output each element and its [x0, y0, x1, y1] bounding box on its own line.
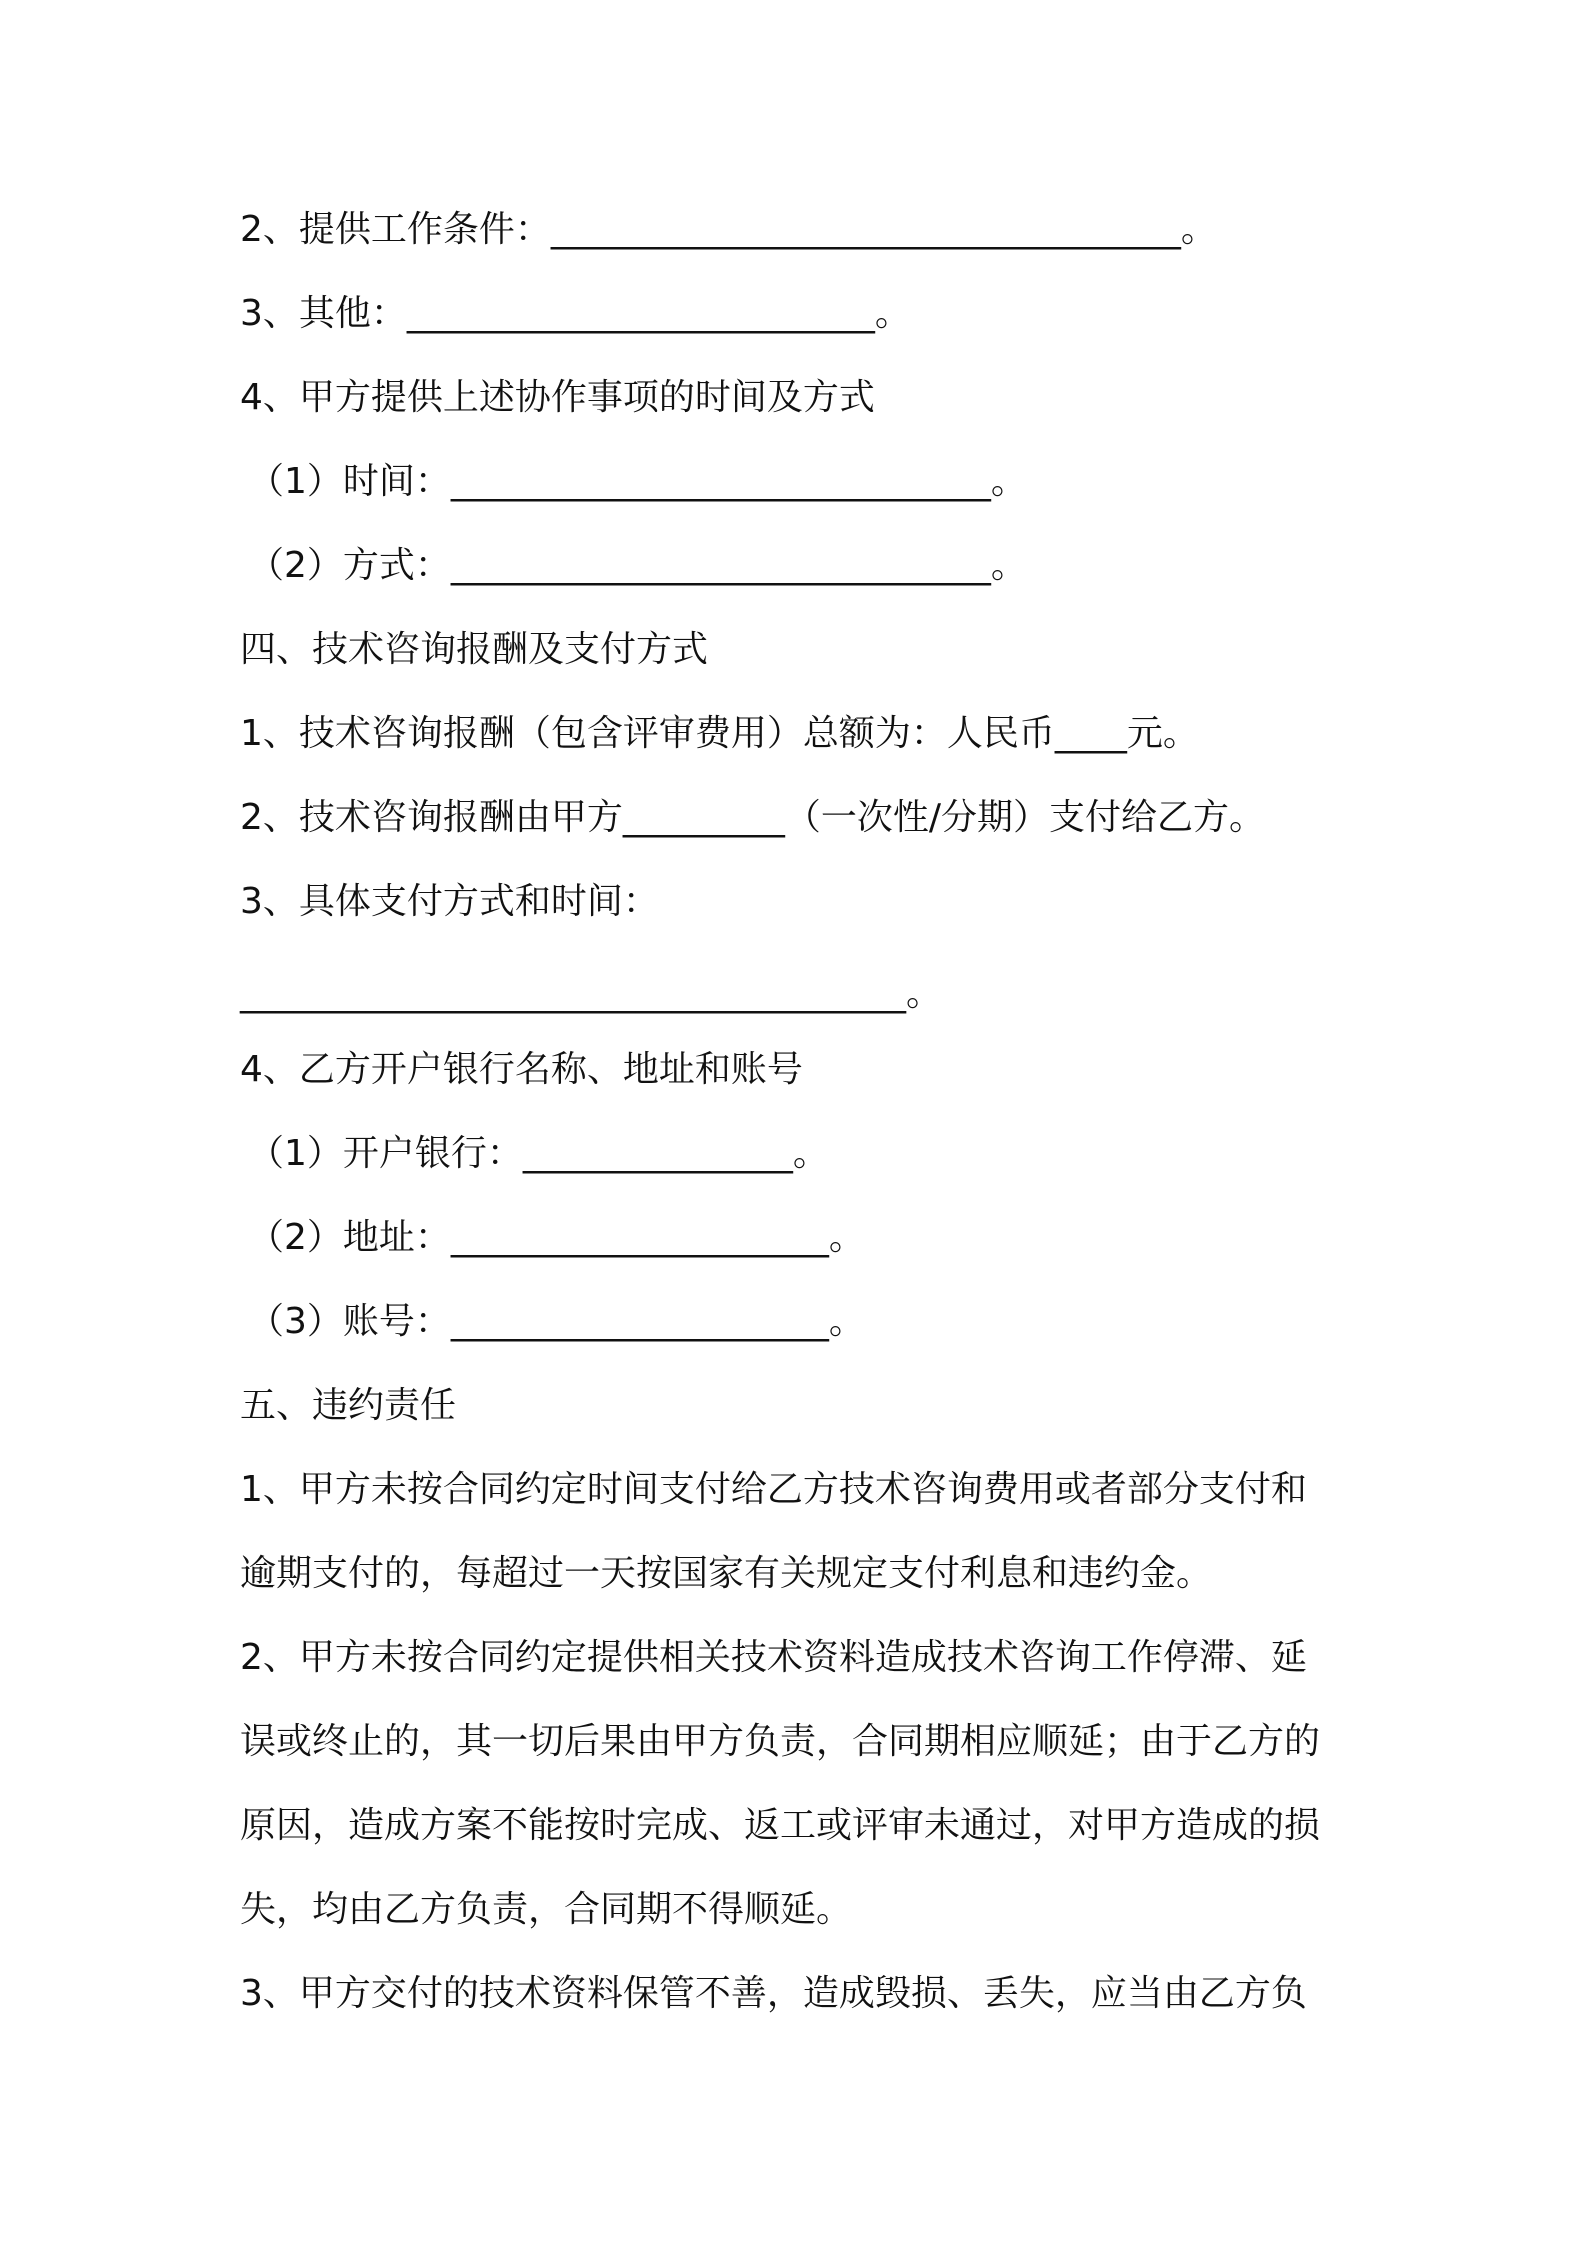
clause-bank-address: （2）地址：_____________________。	[248, 1217, 865, 1258]
clause-payment-method-time: 3、具体支付方式和时间：	[240, 881, 659, 922]
liability-1-line-1: 1、甲方未按合同约定时间支付给乙方技术咨询费用或者部分支付和	[240, 1469, 1307, 1510]
clause-total-remuneration: 1、技术咨询报酬（包含评审费用）总额为：人民币____元。	[240, 713, 1199, 754]
clause-other: 3、其他：__________________________。	[240, 293, 911, 334]
clause-bank-info: 4、乙方开户银行名称、地址和账号	[240, 1049, 803, 1090]
clause-time: （1）时间：______________________________。	[248, 461, 1027, 502]
clause-bank-name: （1）开户银行：_______________。	[248, 1133, 829, 1174]
liability-3-line-1: 3、甲方交付的技术资料保管不善，造成毁损、丢失，应当由乙方负	[240, 1973, 1307, 2014]
liability-2-line-1: 2、甲方未按合同约定提供相关技术资料造成技术咨询工作停滞、延	[240, 1637, 1307, 1678]
blank-line-payment-details: _____________________________________。	[240, 973, 942, 1014]
clause-account-number: （3）账号：_____________________。	[248, 1301, 865, 1342]
clause-cooperation-time-method: 4、甲方提供上述协作事项的时间及方式	[240, 377, 875, 418]
clause-payment-mode: 2、技术咨询报酬由甲方_________（一次性/分期）支付给乙方。	[240, 797, 1266, 838]
liability-2-line-4: 失，均由乙方负责，合同期不得顺延。	[240, 1889, 853, 1930]
liability-1-line-2: 逾期支付的，每超过一天按国家有关规定支付利息和违约金。	[240, 1553, 1213, 1594]
liability-2-line-3: 原因，造成方案不能按时完成、返工或评审未通过，对甲方造成的损	[240, 1805, 1321, 1846]
liability-2-line-2: 误或终止的，其一切后果由甲方负责，合同期相应顺延；由于乙方的	[240, 1721, 1321, 1762]
section-heading-remuneration: 四、技术咨询报酬及支付方式	[240, 629, 709, 670]
section-heading-liability: 五、违约责任	[240, 1385, 457, 1426]
clause-method: （2）方式：______________________________。	[248, 545, 1027, 586]
clause-provide-work-conditions: 2、提供工作条件：___________________________________。	[240, 209, 1217, 250]
